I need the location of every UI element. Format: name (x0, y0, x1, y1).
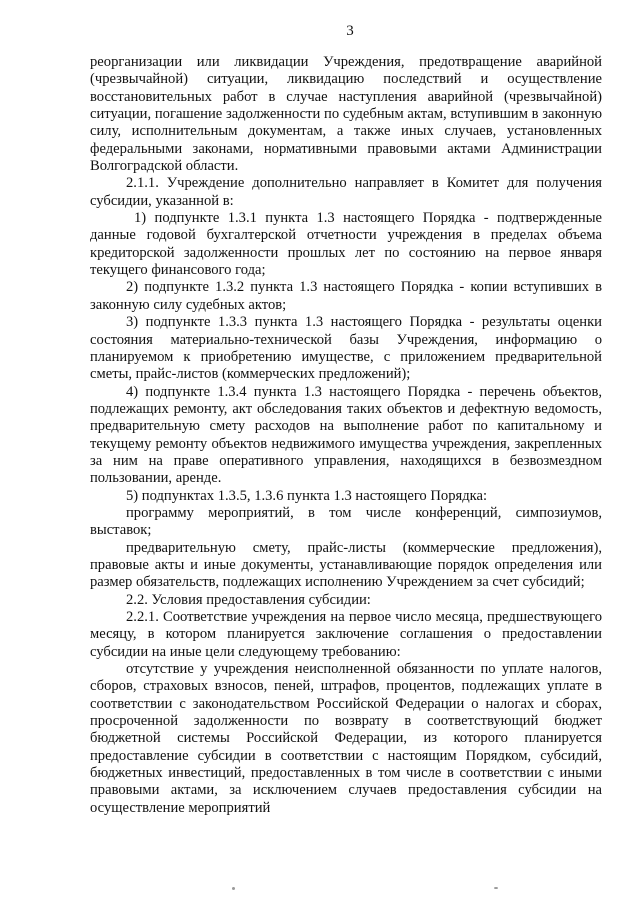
paragraph-item-3: 3) подпункте 1.3.3 пункта 1.3 настоящего Порядка - результаты оценки состояния материально-технической базы Учреждения, информацию о планируемом к приобретению имуществе, с приложением предварительной сметы, прайс-листов (коммерческих предложений); (90, 314, 602, 383)
paragraph-program: программу мероприятий, в том числе конференций, симпозиумов, выставок; (90, 504, 602, 539)
page-number: 3 (346, 23, 354, 39)
paragraph-estimate: предварительную смету, прайс-листы (коммерческие предложения), правовые акты и иные документы, устанавливающие порядок определения или размер обязательств, подлежащих исполнению Учреждением за счет субсидий; (90, 539, 602, 591)
paragraph-2-1-1: 2.1.1. Учреждение дополнительно направляет в Комитет для получения субсидии, указанной в: (90, 175, 602, 209)
paragraph-2-2: 2.2. Условия предоставления субсидии: (126, 591, 371, 608)
paragraph-item-2: 2) подпункте 1.3.2 пункта 1.3 настоящего Порядка - копии вступивших в законную силу судебных актов; (90, 279, 602, 313)
paragraph-reorganization: реорганизации или ликвидации Учреждения, предотвращение аварийной (чрезвычайной) ситуации, ликвидацию последствий и осуществление восстановительных работ в случае наступления аварийной (чрезвычайной) ситуации, погашение задолженности по судебным актам, вступившим в законную силу, исполнительным документам, а также иных случаев, установленных федеральными законами, нормативными правовыми актами Администрации Волгоградской области. (90, 54, 602, 175)
scan-speck (232, 887, 235, 890)
paragraph-item-5: 5) подпунктах 1.3.5, 1.3.6 пункта 1.3 настоящего Порядка: (126, 487, 488, 504)
paragraph-absence: отсутствие у учреждения неисполненной обязанности по уплате налогов, сборов, страховых взносов, пеней, штрафов, процентов, подлежащих уплате в соответствии с законодательством Российской Федерации о налогах и сборах, просроченной задолженности по возврату в соответствующий бюджет бюджетной системы Российской Федерации, из которого планируется предоставление субсидии в соответствии с настоящим Порядком, субсидий, бюджетных инвестиций, предоставленных в том числе в соответствии с иными правовыми актами, за исключением случаев предоставления субсидии на осуществление мероприятий (90, 661, 602, 816)
scan-speck (494, 887, 498, 889)
paragraph-item-4: 4) подпункте 1.3.4 пункта 1.3 настоящего Порядка - перечень объектов, подлежащих ремонту, акт обследования таких объектов и дефектную ведомость, предварительную смету расходов на выполнение работ по капитальному и текущему ремонту объектов недвижимого имущества учреждения, закрепленных за ним на праве оперативного управления, находящихся в безвозмездном пользовании, аренде. (90, 383, 602, 487)
paragraph-2-2-1: 2.2.1. Соответствие учреждения на первое число месяца, предшествующего месяцу, в котором планируется заключение соглашения о предоставлении субсидии на иные цели следующему требованию: (90, 609, 602, 660)
paragraph-item-1: 1) подпункте 1.3.1 пункта 1.3 настоящего Порядка - подтвержденные данные годовой бухгалтерской отчетности учреждения в пределах объема кредиторской задолженности прошлых лет по состоянию на первое января текущего финансового года; (90, 210, 602, 279)
